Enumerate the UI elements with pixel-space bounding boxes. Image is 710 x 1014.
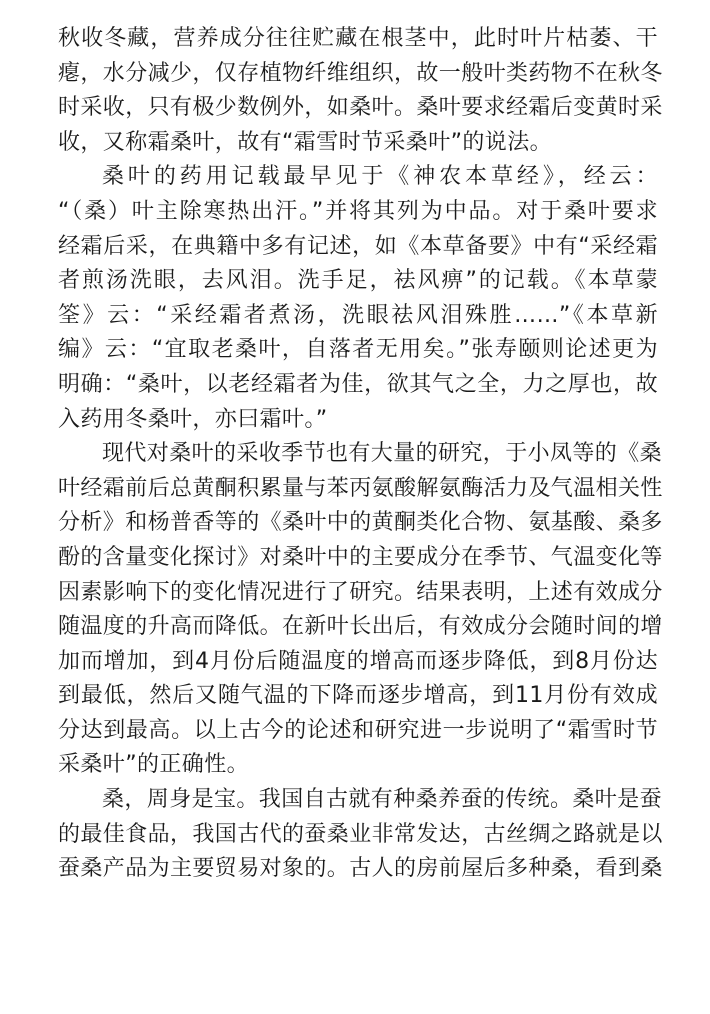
text-line: 加而增加，到4月份后随温度的增高而逐步降低，到8月份达 [58, 648, 658, 674]
text-line: 桑，周身是宝。我国自古就有种桑养蚕的传统。桑叶是蚕 [102, 787, 663, 813]
text-line: 因素影响下的变化情况进行了研究。结果表明，上述有效成分 [58, 579, 663, 605]
text-line: 采桑叶”的正确性。 [58, 752, 249, 778]
text-line: 桑叶的药用记载最早见于《神农本草经》，经云： [102, 164, 658, 190]
text-line: 编》云：“宜取老桑叶，自落者无用矣。”张寿颐则论述更为 [58, 337, 658, 363]
text-line: 现代对桑叶的采收季节也有大量的研究，于小凤等的《桑 [102, 441, 663, 467]
text-line: 时采收，只有极少数例外，如桑叶。桑叶要求经霜后变黄时采 [58, 95, 663, 121]
text-line: 筌》云：“采经霜者煮汤，洗眼祛风泪殊胜……”《本草新 [58, 302, 658, 328]
text-line: 秋收冬藏，营养成分往往贮藏在根茎中，此时叶片枯萎、干 [58, 26, 658, 51]
paragraph [58, 437, 663, 783]
text-line: 分析》和杨普香等的《桑叶中的黄酮类化合物、氨基酸、桑多 [58, 510, 663, 536]
text-line: 叶经霜前后总黄酮积累量与苯丙氨酸解氨酶活力及气温相关性 [58, 475, 663, 501]
text-line: 分达到最高。以上古今的论述和研究进一步说明了“霜雪时节 [58, 717, 658, 743]
text-line: 酚的含量变化探讨》对桑叶中的主要成分在季节、气温变化等 [58, 544, 663, 570]
text-line: 随温度的升高而降低。在新叶长出后，有效成分会随时间的增 [58, 614, 663, 640]
paragraph [58, 160, 658, 437]
paragraph [58, 22, 663, 160]
document-page [58, 22, 663, 887]
text-line: 明确：“桑叶，以老经霜者为佳，欲其气之全，力之厚也，故 [58, 371, 658, 397]
text-line: “（桑）叶主除寒热出汗。”并将其列为中品。对于桑叶要求 [58, 198, 658, 224]
text-line: 者煎汤洗眼，去风泪。洗手足，祛风痹”的记载。《本草蒙 [58, 268, 658, 294]
paragraph [58, 783, 663, 887]
text-line: 收，又称霜桑叶，故有“霜雪时节采桑叶”的说法。 [58, 129, 552, 155]
text-line: 蚕桑产品为主要贸易对象的。古人的房前屋后多种桑，看到桑 [58, 856, 663, 882]
text-line: 的最佳食品，我国古代的蚕桑业非常发达，古丝绸之路就是以 [58, 821, 663, 847]
text-line: 瘪，水分减少，仅存植物纤维组织，故一般叶类药物不在秋冬 [58, 60, 663, 86]
text-line: 入药用冬桑叶，亦曰霜叶。” [58, 406, 328, 432]
text-line: 到最低，然后又随气温的下降而逐步增高，到11月份有效成 [58, 683, 658, 709]
text-line: 经霜后采，在典籍中多有记述，如《本草备要》中有“采经霜 [58, 233, 658, 259]
